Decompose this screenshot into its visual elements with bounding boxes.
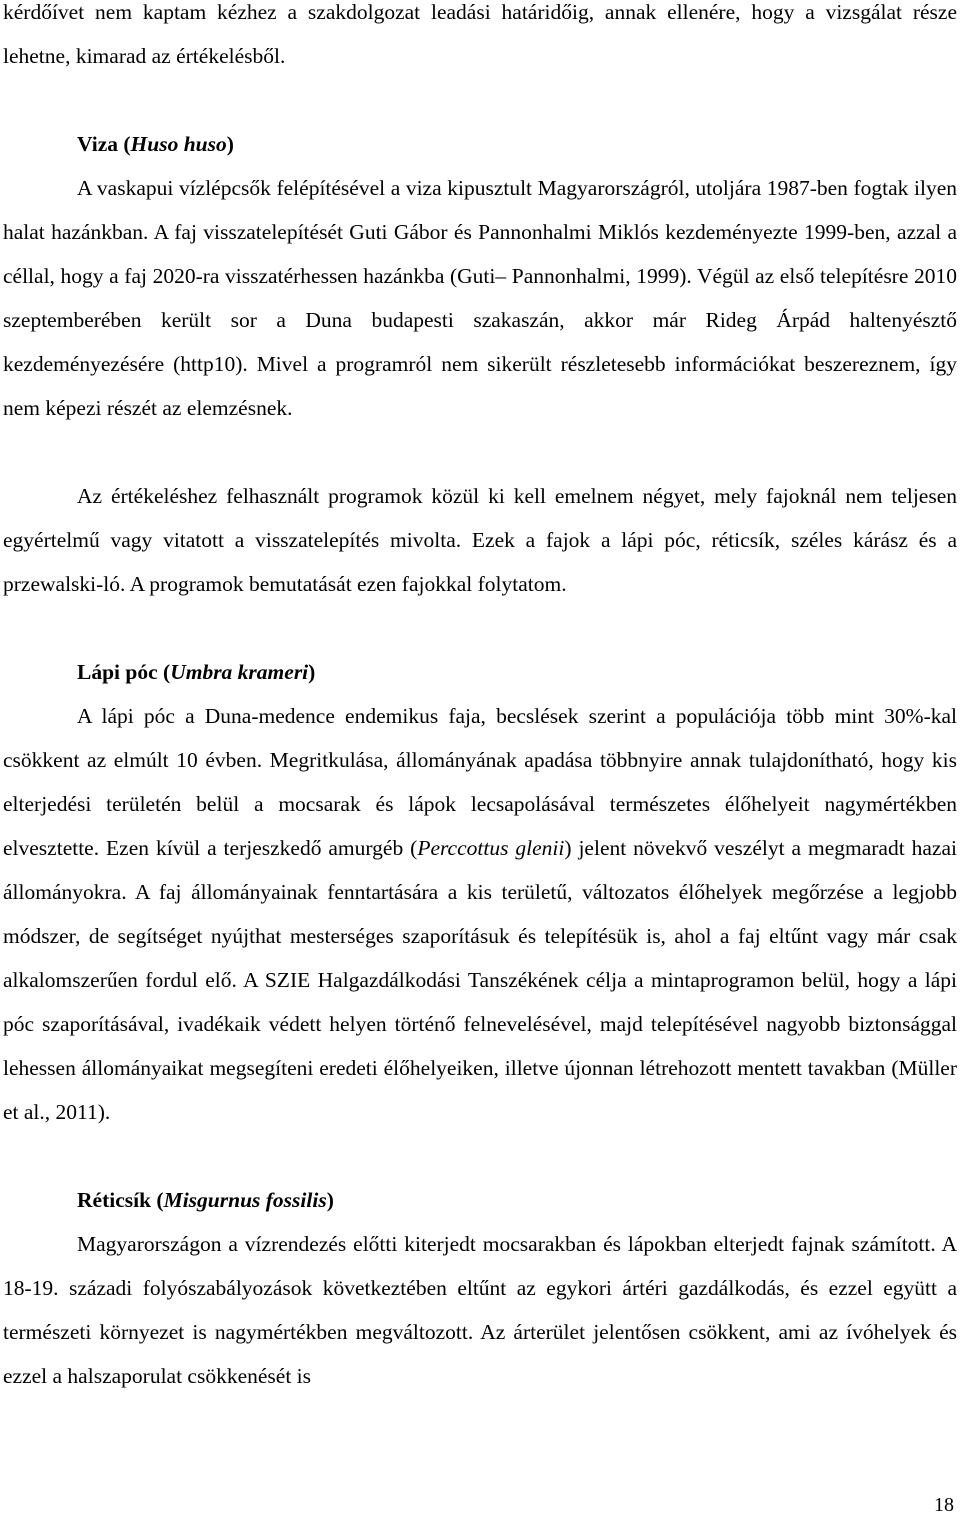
heading-species-name: Umbra krameri [170, 660, 309, 684]
section-heading-reticsik [3, 1178, 957, 1222]
section-body-viza: A vaskapui vízlépcsők felépítésével a viza kipusztult Magyarországról, utoljára 1987-ben fogtak ilyen halat hazánkban. A faj visszatelepítését Guti Gábor és Pannonhalmi Miklós kezdeményezte 1999-ben, azzal a céllal, hogy a faj 2020-ra visszatérhessen hazánkba (Guti– Pannonhalmi, 1999). Végül az első telepítésre 2010 szeptemberében került sor a Duna budapesti szakaszán, akkor már Rideg Árpád haltenyésztő kezdeményezésére (http10). Mivel a programról nem sikerült részletesebb információkat beszereznem, így nem képezi részét az elemzésnek. [3, 176, 957, 420]
heading-text: Réticsík ( [77, 1188, 164, 1212]
section-spacer [3, 1134, 957, 1178]
body-text-continued: ) jelent növekvő veszélyt a megmaradt hazai állományokra. A faj állományainak fenntartására a kis területű, változatos élőhelyek megőrzése a legjobb módszer, de segítséget nyújthat mesterséges szaporításuk és telepítésük is, ahol a faj eltűnt vagy már csak alkalomszerűen fordul elő. A SZIE Halgazdálkodási Tanszékének célja a mintaprogramon belül, hogy a lápi póc szaporításával, ivadékaik védett helyen történő felnevelésével, majd telepítésével nagyobb biztonsággal lehessen állományaikat megsegíteni eredeti élőhelyeiken, illetve újonnan létrehozott mentett tavakban (Müller et al., 2011). [3, 836, 957, 1124]
section-reticsik [3, 1178, 957, 1398]
section-lapi-poc [3, 650, 957, 1134]
section-body-reticsik: Magyarországon a vízrendezés előtti kiterjedt mocsarakban és lápokban elterjedt fajnak számított. A 18-19. századi folyószabályozások következtében eltűnt az egykori ártéri gazdálkodás, és ezzel együtt a természeti környezet is nagymértékben megváltozott. Az árterület jelentősen csökkent, ami az ívóhelyek és ezzel a halszaporulat csökkenését is [3, 1232, 957, 1388]
section-spacer [3, 78, 957, 122]
heading-text-end: ) [308, 660, 316, 684]
section-viza [3, 122, 957, 430]
section-spacer [3, 430, 957, 474]
section-heading-viza [3, 122, 957, 166]
intro-paragraph: kérdőívet nem kaptam kézhez a szakdolgozat leadási határidőig, annak ellenére, hogy a vizsgálat része lehetne, kimarad az értékelésből. [3, 0, 957, 68]
species-name: Perccottus glenii [417, 836, 565, 860]
section-heading-lapi-poc [3, 650, 957, 694]
page-number: 18 [934, 1494, 954, 1516]
section-spacer [3, 606, 957, 650]
document-page [3, 0, 957, 1398]
heading-text: Lápi póc ( [77, 660, 171, 684]
heading-text-end: ) [326, 1188, 334, 1212]
heading-text-end: ) [226, 132, 234, 156]
heading-species-name: Misgurnus fossilis [163, 1188, 327, 1212]
heading-species-name: Huso huso [130, 132, 227, 156]
evaluation-paragraph: Az értékeléshez felhasznált programok közül ki kell emelnem négyet, mely fajoknál nem teljesen egyértelmű vagy vitatott a visszatelepítés mivolta. Ezek a fajok a lápi póc, réticsík, széles kárász és a przewalski-ló. A programok bemutatását ezen fajokkal folytatom. [3, 484, 957, 596]
heading-text: Viza ( [77, 132, 131, 156]
body-text: A lápi póc a Duna-medence endemikus faja, becslések szerint a populációja több mint 30%-kal csökkent az elmúlt 10 évben. Megritkulása, állományának apadása többnyire annak tulajdonítható, hogy kis elterjedési területén belül a mocsarak és lápok lecsapolásával természetes élőhelyeit nagymértékben elvesztette. Ezen kívül a terjeszkedő amurgéb ( [3, 704, 957, 860]
section-body-lapi-poc [3, 694, 957, 1134]
